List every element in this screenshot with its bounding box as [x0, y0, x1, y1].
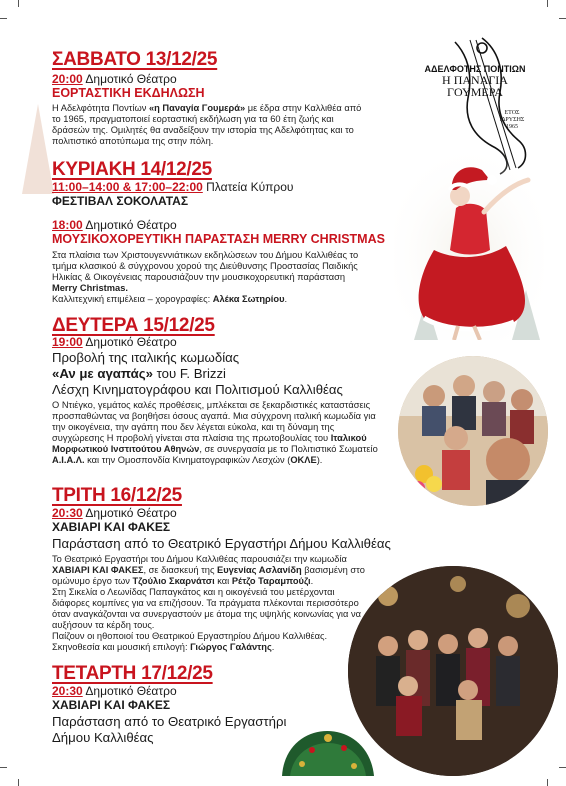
event-1-venue: Δημοτικό Θέατρο	[85, 72, 177, 86]
event-2-title: ΦΕΣΤΙΒΑΛ ΣΟΚΟΛΑΤΑΣ	[52, 194, 189, 208]
description-bold-run: Merry Christmas.	[52, 283, 128, 293]
event-5-subtitle-1: Παράσταση από το Θεατρικό Εργαστήρι	[52, 714, 287, 729]
event-3-director: του F. Brizzi	[152, 366, 226, 381]
event-1-title: ΕΟΡΤΑΣΤΙΚΗ ΕΚΔΗΛΩΣΗ	[52, 86, 205, 100]
event-4-description	[52, 554, 374, 653]
event-3-time: 19:00	[52, 335, 83, 349]
event-2-time-venue	[52, 180, 294, 194]
event-1-time: 20:00	[52, 72, 83, 86]
event-2-description	[52, 250, 364, 305]
description-bold-run: Αλέκα Σωτηρίου	[212, 294, 285, 304]
description-bold-run: Ρέτζο Ταραμπούζι	[231, 576, 311, 586]
event-2-time2: 18:00	[52, 218, 83, 232]
event-5-title: ΧΑΒΙΑΡΙ ΚΑΙ ΦΑΚΕΣ	[52, 698, 171, 712]
event-5-time-venue	[52, 684, 177, 698]
description-run: Το Θεατρικό Εργαστήρι του Δήμου Καλλιθέας παρουσιάζει την κωμωδία	[52, 554, 347, 564]
description-run: με έδρα στην Καλλιθέα από το 1965, πραγματοποιεί εορταστική εκδήλωση για τα 60 έτη ζωής και δράσεών της. Ομιλητές θα αναδείξουν την ιστορία της Αδελφότητας και το πολιτιστικό αποτύπωμα της στην πόλη.	[52, 103, 362, 146]
logo-line1: ΑΔΕΛΦΟΤΗΣ ΠΟΝΤΙΩΝ	[424, 64, 526, 74]
crop-mark	[547, 0, 548, 7]
description-bold-run: Ευγενίας Ασλανίδη	[217, 565, 302, 575]
logo-line2: Η ΠΑΝΑΓΙΑ	[442, 73, 508, 87]
crop-mark	[0, 18, 7, 19]
event-1-day: ΣΑΒΒΑΤΟ 13/12/25	[52, 49, 218, 70]
event-2-time2-venue2	[52, 218, 177, 232]
event-3-line2	[52, 366, 226, 382]
event-3-line1: Προβολή της ιταλικής κωμωδίας	[52, 350, 240, 365]
description-bold-run: Α.Ι.Α.Λ.	[52, 455, 85, 465]
event-3-time-venue	[52, 335, 177, 349]
description-run: και	[214, 576, 232, 586]
description-bold-run: Γιώργος Γαλάντης	[190, 642, 272, 652]
description-run: .	[271, 642, 275, 652]
dancer-illustration	[394, 150, 544, 340]
crop-mark	[559, 767, 566, 768]
description-run: Καλλιτεχνική επιμέλεια – χορογραφίες:	[52, 294, 213, 304]
event-1-time-venue	[52, 72, 177, 86]
description-run: Η Αδελφότητα Ποντίων	[52, 103, 149, 113]
description-run: .	[310, 576, 314, 586]
logo-founding: ΕΤΟΣ ΙΔΡΥΣΗΣ 1965	[499, 110, 525, 130]
event-5-venue: Δημοτικό Θέατρο	[85, 684, 177, 698]
event-2-venue: Πλατεία Κύπρου	[206, 180, 294, 194]
crop-mark	[547, 779, 548, 786]
crop-mark	[0, 767, 7, 768]
event-2-title2: ΜΟΥΣΙΚΟΧΟΡΕΥΤΙΚΗ ΠΑΡΑΣΤΑΣΗ MERRY CHRISTMAS	[52, 232, 385, 246]
event-5-time: 20:30	[52, 684, 83, 698]
event-3-description	[52, 400, 382, 466]
description-run: Στα πλαίσια των Χριστουγεννιάτικων εκδηλώσεων του Δήμου Καλλιθέας το τμήμα κλασικού & σύγχρονου χορού της Διεύθυνσης Προστασίας Παιδικής Ηλικίας & Οικογένειας παρουσιάζουν την μουσικοχορευτική παράσταση	[52, 250, 359, 282]
event-3-film-title: «Αν με αγαπάς»	[52, 366, 153, 381]
wreath-decoration	[272, 676, 382, 776]
event-4-venue: Δημοτικό Θέατρο	[85, 506, 177, 520]
description-run: , σε συνεργασία με το Πολιτιστικό Σωματείο	[199, 444, 378, 454]
event-3-line3: Λέσχη Κινηματογράφου και Πολιτισμού Καλλιθέας	[52, 382, 343, 397]
description-run: βασισμένη στο ομώνυμο έργο των	[52, 565, 365, 586]
description-run: ).	[316, 455, 323, 465]
event-1-description	[52, 103, 370, 147]
event-4-time: 20:30	[52, 506, 83, 520]
logo-name	[400, 64, 550, 98]
event-3-day: ΔΕΥΤΕΡΑ 15/12/25	[52, 315, 215, 336]
description-run: Στη Σικελία ο Λεωνίδας Παπαγκάτος και η οικογένειά του μετέρχονται διάφορες κομπίνες για να επιζήσουν. Τα πράγματα πλέκονται περισσότερο όταν αναγκάζονται να συνεργαστούν με άτομα της υψηλής κοινωνίας για να αυξήσουν τα κέρδη τους.	[52, 587, 361, 630]
event-3-venue: Δημοτικό Θέατρο	[85, 335, 177, 349]
description-bold-run: «η Παναγία Γουμερά»	[148, 103, 246, 113]
description-run: , σε διασκευή της	[143, 565, 218, 575]
description-run: και την Ομοσπονδία Κινηματογραφικών Λεσχών (	[84, 455, 291, 465]
tree-decoration	[20, 104, 56, 194]
description-bold-run: ΟΚΛΕ	[290, 455, 317, 465]
description-bold-run: Τζούλιο Σκαρνάτσι	[132, 576, 215, 586]
movie-cast-photo	[398, 356, 548, 506]
event-2-day: ΚΥΡΙΑΚΗ 14/12/25	[52, 159, 212, 180]
event-4-day: ΤΡΙΤΗ 16/12/25	[52, 485, 182, 506]
event-4-subtitle: Παράσταση από το Θεατρικό Εργαστήρι Δήμου Καλλιθέας	[52, 536, 391, 551]
logo-line3: ΓΟΥΜΕΡΑ	[447, 85, 503, 99]
event-4-time-venue	[52, 506, 177, 520]
crop-mark	[559, 18, 566, 19]
description-run: Παίζουν οι ηθοποιοί του Θεατρικού Εργαστηρίου Δήμου Καλλιθέας. Σκηνοθεσία και μουσική επιλογή:	[52, 631, 328, 652]
description-bold-run: ΧΑΒΙΑΡΙ ΚΑΙ ΦΑΚΕΣ	[52, 565, 144, 575]
description-run: Ο Ντιέγκο, γεμάτος καλές προθέσεις, μπλέκεται σε ξεκαρδιστικές καταστάσεις προσπαθώντας να βοηθήσει όσους αγαπά. Μια σύγχρονη ιταλική κωμωδία για την οικογένεια, την αγάπη που δεν λέγεται εύκολα, και τη δύναμη της συγχώρεσης Η προβολή γίνεται στα πλαίσια της πρωτοβουλίας του	[52, 400, 376, 443]
description-run: .	[284, 294, 288, 304]
description-bold-run: Ιταλικού Μορφωτικού Ινστιτούτου Αθηνών	[52, 433, 367, 454]
event-5-day: ΤΕΤΑΡΤΗ 17/12/25	[52, 663, 213, 684]
event-2-venue2: Δημοτικό Θέατρο	[85, 218, 177, 232]
event-5-subtitle-2: Δήμου Καλλιθέας	[52, 730, 154, 745]
event-2-time: 11:00–14:00 & 17:00–22:00	[52, 180, 203, 194]
crop-mark	[18, 779, 19, 786]
crop-mark	[18, 0, 19, 7]
event-4-title: ΧΑΒΙΑΡΙ ΚΑΙ ΦΑΚΕΣ	[52, 520, 171, 534]
